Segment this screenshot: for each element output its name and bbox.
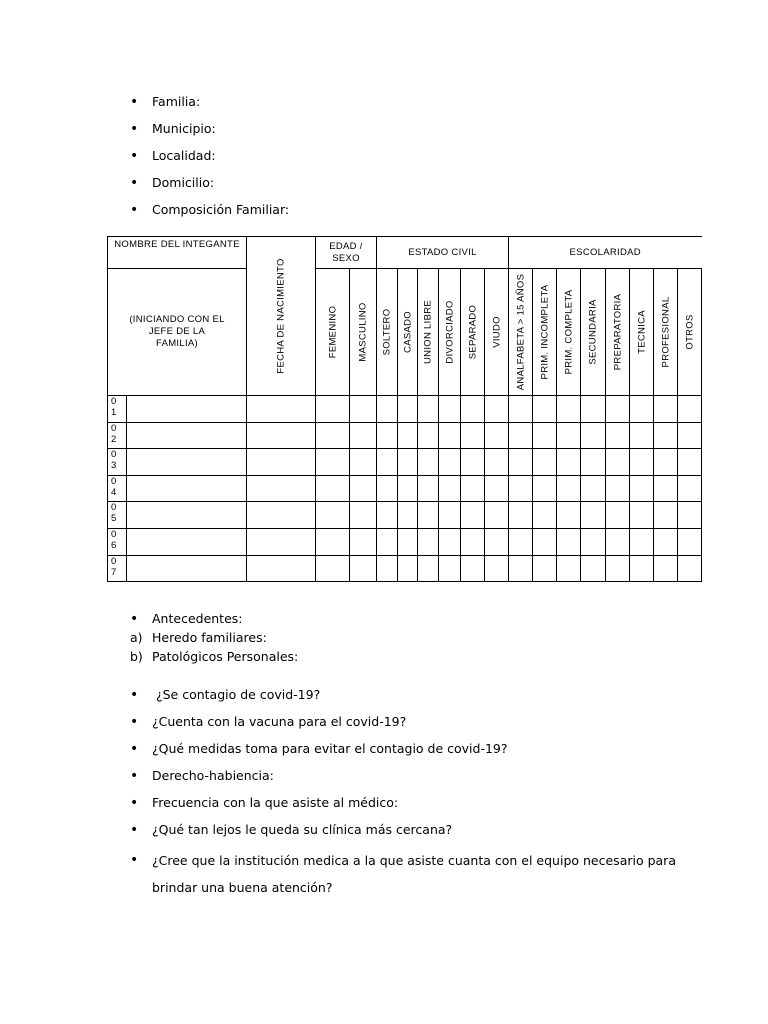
header-fields-list <box>130 92 289 227</box>
checkbox-cell[interactable] <box>377 422 398 449</box>
question-vacuna: • ¿Cuenta con la vacuna para el covid-19? <box>130 712 712 739</box>
col-prim-incompleta: PRIM. INCOMPLETA <box>533 269 557 396</box>
col-secundaria: SECUNDARIA <box>581 269 606 396</box>
checkbox-cell[interactable] <box>606 396 630 423</box>
checkbox-cell[interactable] <box>509 422 533 449</box>
checkbox-cell[interactable] <box>509 528 533 555</box>
checkbox-cell[interactable] <box>398 555 418 582</box>
row-number: 0 6 <box>108 528 127 555</box>
table-row <box>108 555 702 582</box>
checkbox-cell[interactable] <box>485 555 509 582</box>
field-localidad: • Localidad: <box>130 146 289 173</box>
checkbox-cell[interactable] <box>350 422 377 449</box>
question-frecuencia: • Frecuencia con la que asiste al médico: <box>130 793 712 820</box>
birth-date-cell[interactable] <box>247 502 316 529</box>
checkbox-cell[interactable] <box>350 449 377 476</box>
checkbox-cell[interactable] <box>398 475 418 502</box>
checkbox-cell[interactable] <box>439 449 461 476</box>
checkbox-cell[interactable] <box>398 449 418 476</box>
school-header: ESCOLARIDAD <box>509 237 702 269</box>
col-preparatoria: PREPARATORIA <box>606 269 630 396</box>
checkbox-cell[interactable] <box>377 502 398 529</box>
checkbox-cell[interactable] <box>439 502 461 529</box>
checkbox-cell[interactable] <box>439 555 461 582</box>
antecedentes-items <box>130 628 298 666</box>
checkbox-cell[interactable] <box>350 555 377 582</box>
checkbox-cell[interactable] <box>557 528 581 555</box>
birth-date-cell[interactable] <box>247 449 316 476</box>
checkbox-cell[interactable] <box>533 422 557 449</box>
checkbox-cell[interactable] <box>377 555 398 582</box>
checkbox-cell[interactable] <box>630 475 654 502</box>
checkbox-cell[interactable] <box>485 396 509 423</box>
name-cell[interactable] <box>127 528 247 555</box>
checkbox-cell[interactable] <box>533 528 557 555</box>
table-row <box>108 422 702 449</box>
checkbox-cell[interactable] <box>439 422 461 449</box>
checkbox-cell[interactable] <box>606 528 630 555</box>
field-domicilio: • Domicilio: <box>130 173 289 200</box>
birth-date-cell[interactable] <box>247 528 316 555</box>
checkbox-cell[interactable] <box>350 396 377 423</box>
checkbox-cell[interactable] <box>557 422 581 449</box>
checkbox-cell[interactable] <box>439 475 461 502</box>
checkbox-cell[interactable] <box>461 502 485 529</box>
checkbox-cell[interactable] <box>461 528 485 555</box>
checkbox-cell[interactable] <box>581 422 606 449</box>
checkbox-cell[interactable] <box>350 528 377 555</box>
field-municipio: • Municipio: <box>130 119 289 146</box>
question-medidas: • ¿Qué medidas toma para evitar el contagio de covid-19? <box>130 739 712 766</box>
col-otros: OTROS <box>678 269 702 396</box>
birth-date-cell[interactable] <box>247 396 316 423</box>
checkbox-cell[interactable] <box>678 422 702 449</box>
question-equipo-institucion: • ¿Cree que la institución medica a la que asiste cuanta con el equipo necesario para brindar una buena atención? <box>130 847 712 901</box>
checkbox-cell[interactable] <box>533 449 557 476</box>
checkbox-cell[interactable] <box>606 502 630 529</box>
col-separado: SEPARADO <box>461 269 485 396</box>
checkbox-cell[interactable] <box>557 475 581 502</box>
checkbox-cell[interactable] <box>418 449 439 476</box>
checkbox-cell[interactable] <box>678 449 702 476</box>
col-soltero: SOLTERO <box>377 269 398 396</box>
birth-date-cell[interactable] <box>247 475 316 502</box>
checkbox-cell[interactable] <box>316 449 350 476</box>
row-number: 0 3 <box>108 449 127 476</box>
checkbox-cell[interactable] <box>418 528 439 555</box>
checkbox-cell[interactable] <box>654 555 678 582</box>
checkbox-cell[interactable] <box>654 475 678 502</box>
checkbox-cell[interactable] <box>630 449 654 476</box>
questions-list <box>130 685 712 901</box>
checkbox-cell[interactable] <box>678 396 702 423</box>
checkbox-cell[interactable] <box>654 396 678 423</box>
checkbox-cell[interactable] <box>316 422 350 449</box>
checkbox-cell[interactable] <box>461 555 485 582</box>
checkbox-cell[interactable] <box>509 555 533 582</box>
col-viudo: VIUDO <box>485 269 509 396</box>
checkbox-cell[interactable] <box>398 422 418 449</box>
table-row <box>108 475 702 502</box>
checkbox-cell[interactable] <box>439 396 461 423</box>
col-masculino: MASCULINO <box>350 269 377 396</box>
col-profesional: PROFESIONAL <box>654 269 678 396</box>
checkbox-cell[interactable] <box>678 475 702 502</box>
checkbox-cell[interactable] <box>509 502 533 529</box>
checkbox-cell[interactable] <box>533 475 557 502</box>
col-casado: CASADO <box>398 269 418 396</box>
item-marker: b) <box>130 649 143 664</box>
checkbox-cell[interactable] <box>485 449 509 476</box>
name-cell[interactable] <box>127 396 247 423</box>
field-composicion-familiar: • Composición Familiar: <box>130 200 289 227</box>
antecedentes-item-patologicos <box>130 647 298 666</box>
checkbox-cell[interactable] <box>418 422 439 449</box>
checkbox-cell[interactable] <box>350 475 377 502</box>
checkbox-cell[interactable] <box>533 502 557 529</box>
checkbox-cell[interactable] <box>581 555 606 582</box>
checkbox-cell[interactable] <box>533 555 557 582</box>
col-divorciado: DIVORCIADO <box>439 269 461 396</box>
checkbox-cell[interactable] <box>316 528 350 555</box>
checkbox-cell[interactable] <box>581 475 606 502</box>
question-contagio: • ¿Se contagio de covid-19? <box>130 685 712 712</box>
item-marker: a) <box>130 630 143 645</box>
col-tecnica: TECNICA <box>630 269 654 396</box>
checkbox-cell[interactable] <box>418 396 439 423</box>
checkbox-cell[interactable] <box>557 396 581 423</box>
checkbox-cell[interactable] <box>461 422 485 449</box>
birth-date-cell[interactable] <box>247 555 316 582</box>
field-familia: • Familia: <box>130 92 289 119</box>
name-cell[interactable] <box>127 449 247 476</box>
table-row <box>108 449 702 476</box>
table-row <box>108 502 702 529</box>
checkbox-cell[interactable] <box>418 475 439 502</box>
col-prim-completa: PRIM. COMPLETA <box>557 269 581 396</box>
checkbox-cell[interactable] <box>533 396 557 423</box>
checkbox-cell[interactable] <box>485 528 509 555</box>
checkbox-cell[interactable] <box>418 502 439 529</box>
checkbox-cell[interactable] <box>581 502 606 529</box>
checkbox-cell[interactable] <box>606 422 630 449</box>
checkbox-cell[interactable] <box>581 528 606 555</box>
checkbox-cell[interactable] <box>398 528 418 555</box>
col-union-libre: UNION LIBRE <box>418 269 439 396</box>
checkbox-cell[interactable] <box>461 475 485 502</box>
checkbox-cell[interactable] <box>418 555 439 582</box>
table-row <box>108 396 702 423</box>
birth-header: FECHA DE NACIMIENTO <box>247 237 316 396</box>
name-cell[interactable] <box>127 422 247 449</box>
age-sex-header: EDAD / SEXO <box>316 237 377 269</box>
item-label: Patológicos Personales: <box>152 649 299 664</box>
checkbox-cell[interactable] <box>606 449 630 476</box>
checkbox-cell[interactable] <box>630 528 654 555</box>
col-femenino: FEMENINO <box>316 269 350 396</box>
checkbox-cell[interactable] <box>630 555 654 582</box>
name-header: NOMBRE DEL INTEGANTE <box>108 237 247 269</box>
checkbox-cell[interactable] <box>398 396 418 423</box>
checkbox-cell[interactable] <box>678 502 702 529</box>
checkbox-cell[interactable] <box>630 422 654 449</box>
checkbox-cell[interactable] <box>654 422 678 449</box>
question-distancia-clinica: • ¿Qué tan lejos le queda su clínica más cercana? <box>130 820 712 847</box>
checkbox-cell[interactable] <box>377 475 398 502</box>
checkbox-cell[interactable] <box>316 502 350 529</box>
checkbox-cell[interactable] <box>461 396 485 423</box>
question-derechohabiencia: • Derecho-habiencia: <box>130 766 712 793</box>
row-number: 0 1 <box>108 396 127 423</box>
row-number: 0 4 <box>108 475 127 502</box>
row-number: 0 5 <box>108 502 127 529</box>
name-subheader: (INICIANDO CON EL JEFE DE LA FAMILIA) <box>108 269 247 396</box>
name-cell[interactable] <box>127 475 247 502</box>
checkbox-cell[interactable] <box>557 555 581 582</box>
checkbox-cell[interactable] <box>398 502 418 529</box>
checkbox-cell[interactable] <box>678 528 702 555</box>
row-number: 0 2 <box>108 422 127 449</box>
checkbox-cell[interactable] <box>485 475 509 502</box>
checkbox-cell[interactable] <box>316 555 350 582</box>
checkbox-cell[interactable] <box>606 555 630 582</box>
checkbox-cell[interactable] <box>461 449 485 476</box>
item-label: Heredo familiares: <box>152 630 267 645</box>
name-cell[interactable] <box>127 502 247 529</box>
antecedentes-item-heredo <box>130 628 298 647</box>
checkbox-cell[interactable] <box>654 528 678 555</box>
checkbox-cell[interactable] <box>678 555 702 582</box>
checkbox-cell[interactable] <box>509 396 533 423</box>
checkbox-cell[interactable] <box>316 475 350 502</box>
checkbox-cell[interactable] <box>509 475 533 502</box>
col-analfabeta: ANALFABETA > 15 AÑOS <box>509 269 533 396</box>
birth-date-cell[interactable] <box>247 422 316 449</box>
family-composition-table <box>107 236 702 582</box>
checkbox-cell[interactable] <box>485 502 509 529</box>
checkbox-cell[interactable] <box>509 449 533 476</box>
checkbox-cell[interactable] <box>316 396 350 423</box>
name-cell[interactable] <box>127 555 247 582</box>
table-row <box>108 528 702 555</box>
checkbox-cell[interactable] <box>654 449 678 476</box>
checkbox-cell[interactable] <box>581 396 606 423</box>
checkbox-cell[interactable] <box>377 528 398 555</box>
checkbox-cell[interactable] <box>350 502 377 529</box>
checkbox-cell[interactable] <box>557 449 581 476</box>
checkbox-cell[interactable] <box>439 528 461 555</box>
checkbox-cell[interactable] <box>377 396 398 423</box>
civil-status-header: ESTADO CIVIL <box>377 237 509 269</box>
checkbox-cell[interactable] <box>377 449 398 476</box>
row-number: 0 7 <box>108 555 127 582</box>
checkbox-cell[interactable] <box>485 422 509 449</box>
checkbox-cell[interactable] <box>654 502 678 529</box>
checkbox-cell[interactable] <box>630 502 654 529</box>
checkbox-cell[interactable] <box>557 502 581 529</box>
checkbox-cell[interactable] <box>630 396 654 423</box>
antecedentes-label: • Antecedentes: <box>130 609 243 636</box>
checkbox-cell[interactable] <box>581 449 606 476</box>
checkbox-cell[interactable] <box>606 475 630 502</box>
